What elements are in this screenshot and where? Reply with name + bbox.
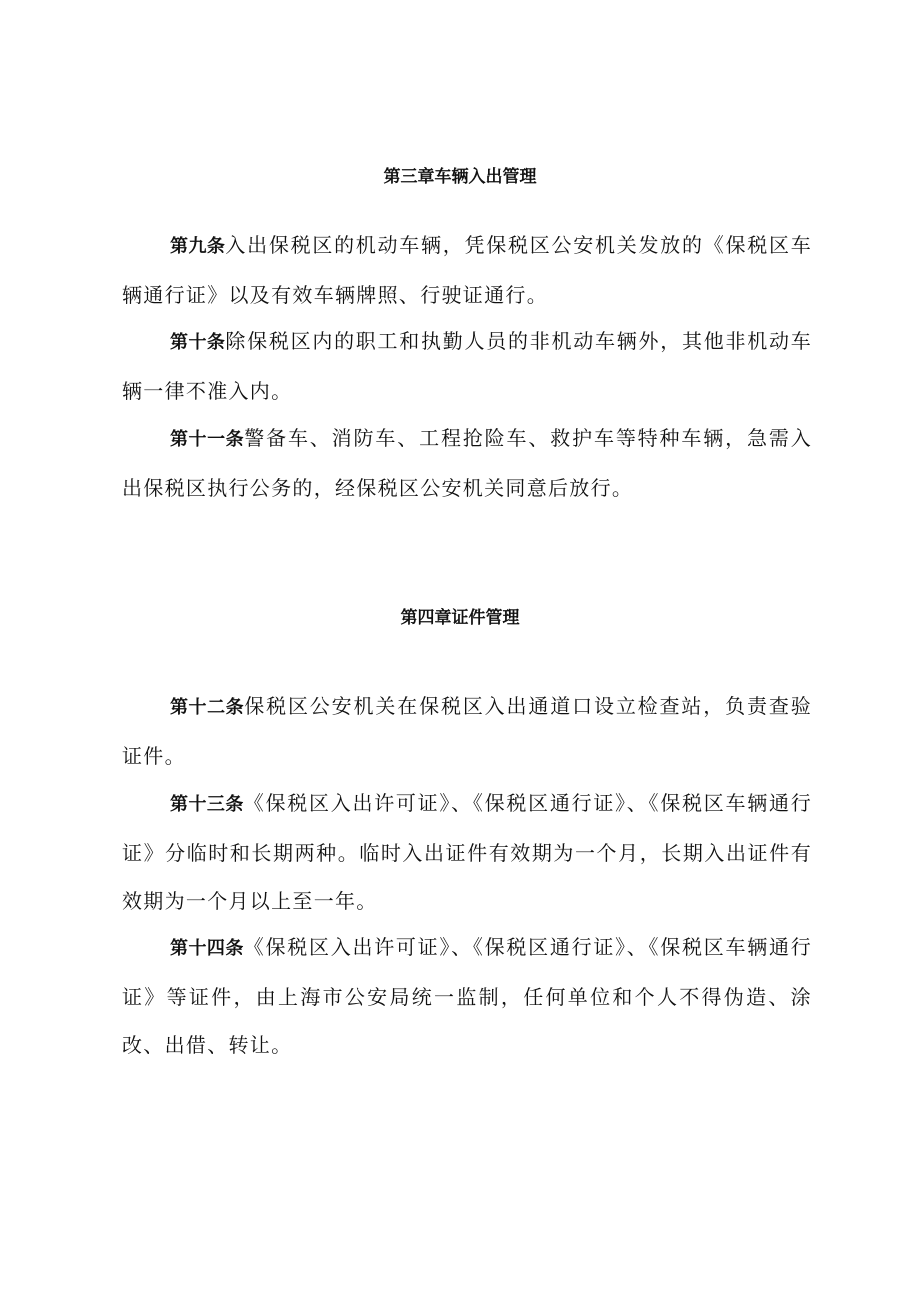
article-11-text: 警备车、消防车、工程抢险车、救护车等特种车辆，急需入出保税区执行公务的，经保税区公安机关同意后放行。: [122, 426, 812, 500]
chapter-3-title: 第三章车辆入出管理: [383, 167, 537, 187]
article-11: [122, 414, 812, 512]
article-13-text: 《保税区入出许可证》、《保税区通行证》、《保税区车辆通行证》分临时和长期两种。临时入出证件有效期为一个月，长期入出证件有效期为一个月以上至一年。: [122, 791, 813, 913]
article-10-text: 除保税区内的职工和执勤人员的非机动车辆外，其他非机动车辆一律不准入内。: [122, 329, 813, 403]
article-14-label: 第十四条: [170, 938, 244, 959]
article-9-label: 第九条: [170, 236, 226, 257]
article-12-text: 保税区公安机关在保税区入出通道口设立检查站，负责查验证件。: [122, 694, 812, 768]
article-12-label: 第十二条: [170, 697, 245, 718]
article-10-label: 第十条: [170, 332, 226, 353]
article-14-text: 《保税区入出许可证》、《保税区通行证》、《保税区车辆通行证》等证件，由上海市公安局统一监制，任何单位和个人不得伪造、涂改、出借、转让。: [122, 935, 813, 1057]
article-13: [122, 779, 812, 925]
article-11-label: 第十一条: [170, 429, 245, 450]
article-9-text: 入出保税区的机动车辆，凭保税区公安机关发放的《保税区车辆通行证》以及有效车辆牌照、行驶证通行。: [122, 233, 813, 307]
article-9: [122, 221, 812, 319]
article-13-label: 第十三条: [170, 794, 244, 815]
article-14: [122, 923, 812, 1069]
chapter-4-title: 第四章证件管理: [400, 608, 520, 628]
article-10: [122, 317, 812, 415]
article-12: [122, 682, 812, 780]
